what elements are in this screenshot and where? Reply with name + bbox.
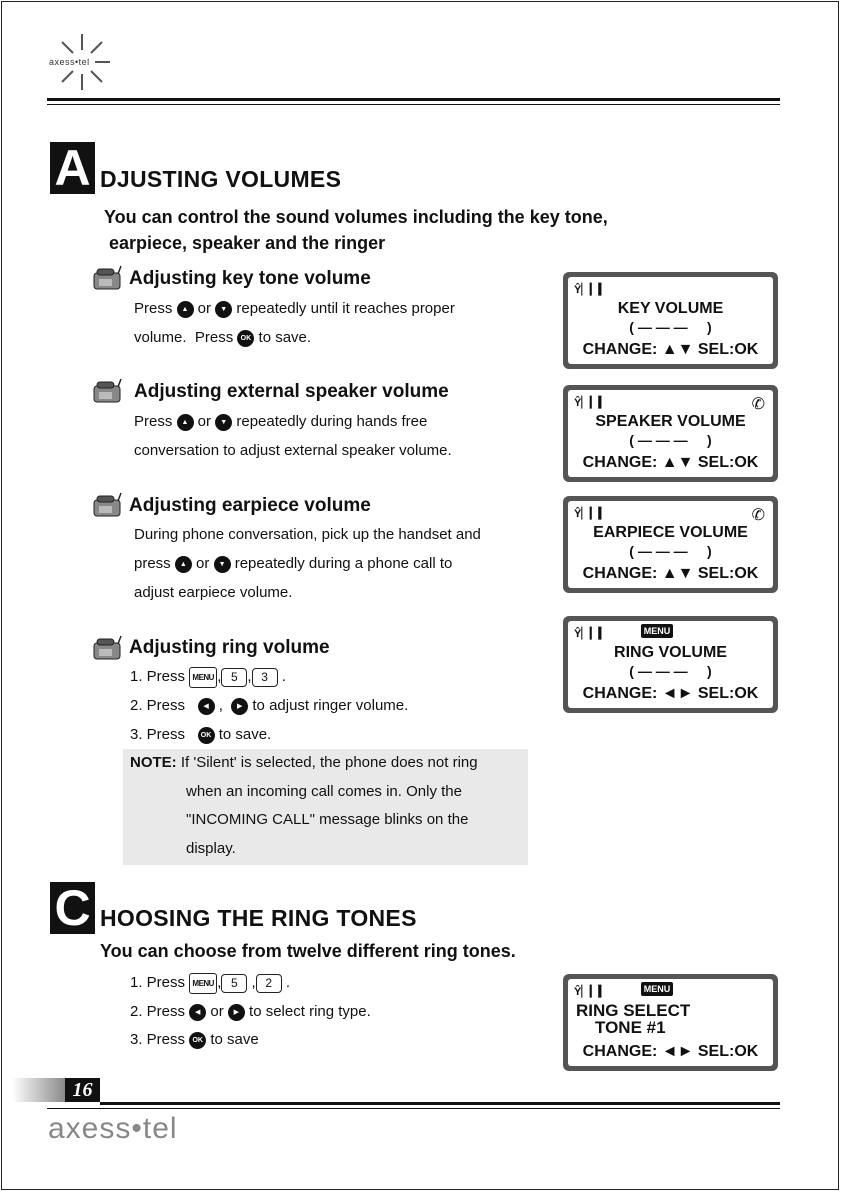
key-2-icon: 2	[256, 974, 282, 993]
menu-badge-icon: MENU	[641, 982, 673, 996]
keytone-line-1	[134, 294, 455, 323]
menu-key-icon: MENU	[189, 667, 217, 688]
text-fragment: Press	[134, 300, 177, 317]
signal-icon: Ŷ▏▎▍	[574, 508, 607, 520]
text-fragment: 2. Press	[130, 1003, 190, 1020]
text-fragment: 2. Press	[130, 697, 190, 714]
text-fragment: press	[134, 555, 175, 572]
text-fragment: 3. Press	[130, 1031, 190, 1048]
header-brand: axess•tel	[49, 57, 90, 67]
lcd-ring-volume	[563, 616, 778, 713]
section-a-intro-2: earpiece, speaker and the ringer	[104, 233, 386, 253]
down-key-icon: ▼	[215, 301, 232, 318]
lcd-level: ( — ― ― )	[629, 543, 712, 559]
header-rule-thin	[47, 104, 780, 105]
text-fragment: ,	[247, 668, 252, 685]
phone-icon	[92, 635, 124, 659]
menu-badge-icon: MENU	[641, 624, 673, 638]
section-c-intro: You can choose from twelve different ring tones.	[100, 941, 516, 961]
signal-icon: Ŷ▏▎▍	[574, 284, 607, 296]
text-fragment: or	[193, 413, 216, 430]
lcd-title: RING VOLUME	[614, 644, 727, 661]
text-fragment: to select ring type.	[244, 1003, 371, 1020]
lcd-footer: CHANGE: ◄► SEL:OK	[582, 1043, 759, 1060]
key-3-icon: 3	[252, 668, 278, 687]
text-fragment: or	[193, 300, 216, 317]
earpiece-line-1: During phone conversation, pick up the handset and	[134, 526, 481, 543]
menu-key-icon: MENU	[189, 973, 217, 994]
lcd-earpiece-volume	[563, 496, 778, 593]
ring-step-2	[130, 691, 408, 720]
ok-key-icon: OK	[198, 727, 215, 744]
footer-gradient	[12, 1078, 66, 1102]
text-fragment: 3. Press	[130, 726, 190, 743]
right-key-icon: ▶	[228, 1004, 245, 1021]
text-fragment: volume. Press	[134, 329, 238, 346]
signal-icon: Ŷ▏▎▍	[574, 628, 607, 640]
text-fragment: 1. Press	[130, 668, 190, 685]
lcd-level: ( — ― ― )	[629, 319, 712, 335]
lcd-footer: CHANGE: ▲▼ SEL:OK	[582, 565, 759, 582]
lcd-ring-select	[563, 974, 778, 1071]
text-fragment: ,	[251, 974, 256, 991]
signal-icon: Ŷ▏▎▍	[574, 397, 607, 409]
speaker-line-1	[134, 407, 427, 436]
text-fragment: repeatedly during a phone call to	[230, 555, 453, 572]
earpiece-title: Adjusting earpiece volume	[129, 495, 371, 516]
note-line-4: display.	[186, 840, 236, 857]
lcd-screen	[568, 979, 773, 1066]
handset-icon: ✆	[751, 396, 765, 413]
phone-icon	[92, 265, 124, 289]
keytone-line-2	[134, 323, 311, 352]
header-rule-thick	[47, 98, 780, 101]
right-key-icon: ▶	[231, 698, 248, 715]
text-fragment: to save.	[214, 726, 272, 743]
footer-brand: axess•tel	[48, 1112, 178, 1145]
lcd-footer: CHANGE: ▲▼ SEL:OK	[582, 341, 759, 358]
lcd-screen	[568, 501, 773, 588]
signal-icon: Ŷ▏▎▍	[574, 986, 607, 998]
earpiece-line-2	[134, 549, 452, 578]
ring-step-1	[130, 662, 286, 691]
text-fragment: repeatedly during hands free	[232, 413, 428, 430]
lcd-screen	[568, 277, 773, 364]
note-label: NOTE:	[130, 754, 177, 771]
lcd-level: ( — ― ― )	[629, 432, 712, 448]
text-fragment: .	[281, 974, 291, 991]
section-a-intro-1: You can control the sound volumes including the key tone,	[104, 207, 608, 227]
lcd-footer: CHANGE: ▲▼ SEL:OK	[582, 454, 759, 471]
note-line-2: when an incoming call comes in. Only the	[186, 783, 462, 800]
text-fragment: to adjust ringer volume.	[248, 697, 409, 714]
phone-icon	[92, 492, 124, 516]
lcd-screen	[568, 390, 773, 477]
text-fragment: ,	[217, 668, 222, 685]
text-fragment: or	[191, 555, 214, 572]
text-fragment: repeatedly until it reaches proper	[232, 300, 455, 317]
lcd-screen	[568, 621, 773, 708]
down-key-icon: ▼	[215, 414, 232, 431]
ok-key-icon: OK	[189, 1032, 206, 1049]
lcd-title: KEY VOLUME	[617, 300, 724, 317]
keytone-title: Adjusting key tone volume	[129, 268, 371, 289]
text-fragment: ,	[217, 974, 222, 991]
lcd-subtitle: TONE #1	[595, 1018, 666, 1037]
select-step-3	[130, 1025, 259, 1054]
text-fragment: 1. Press	[130, 974, 190, 991]
text-fragment: If 'Silent' is selected, the phone does not ring	[180, 754, 478, 771]
left-key-icon: ◀	[189, 1004, 206, 1021]
text-fragment: to save.	[254, 329, 312, 346]
text-fragment: Press	[134, 413, 177, 430]
earpiece-line-3: adjust earpiece volume.	[134, 584, 293, 601]
section-a-letter: A	[50, 142, 95, 194]
left-key-icon: ◀	[198, 698, 215, 715]
speaker-line-2: conversation to adjust external speaker volume.	[134, 442, 452, 459]
down-key-icon: ▼	[214, 556, 231, 573]
footer-rule-thin	[47, 1108, 780, 1109]
select-step-2	[130, 997, 371, 1026]
text-fragment: ,	[214, 697, 228, 714]
ring-step-3	[130, 720, 271, 749]
lcd-key-volume	[563, 272, 778, 369]
lcd-title: SPEAKER VOLUME	[595, 413, 746, 430]
speaker-title: Adjusting external speaker volume	[134, 381, 449, 402]
text-fragment: or	[206, 1003, 228, 1020]
page-number: 16	[65, 1078, 100, 1102]
lcd-speaker-volume	[563, 385, 778, 482]
handset-icon: ✆	[751, 507, 765, 524]
lcd-title: RING SELECT	[576, 1001, 691, 1020]
select-step-1	[130, 968, 290, 997]
note-line-3: "INCOMING CALL" message blinks on the	[186, 811, 469, 828]
section-c-title: HOOSING THE RING TONES	[100, 905, 417, 931]
up-key-icon: ▲	[175, 556, 192, 573]
lcd-title: EARPIECE VOLUME	[593, 524, 748, 541]
ring-title: Adjusting ring volume	[129, 637, 330, 658]
lcd-footer: CHANGE: ◄► SEL:OK	[582, 685, 759, 702]
up-key-icon: ▲	[177, 301, 194, 318]
up-key-icon: ▲	[177, 414, 194, 431]
text-fragment: .	[277, 668, 286, 685]
ok-key-icon: OK	[237, 330, 254, 347]
key-5-icon: 5	[221, 668, 247, 687]
footer-rule-thick	[100, 1102, 780, 1105]
text-fragment: to save	[206, 1031, 259, 1048]
lcd-level: ( — ― ― )	[629, 663, 712, 679]
phone-icon	[92, 378, 124, 402]
section-c-letter: C	[50, 882, 95, 934]
note-line-1	[130, 748, 478, 777]
section-a-title: DJUSTING VOLUMES	[100, 166, 342, 192]
key-5-icon: 5	[221, 974, 247, 993]
